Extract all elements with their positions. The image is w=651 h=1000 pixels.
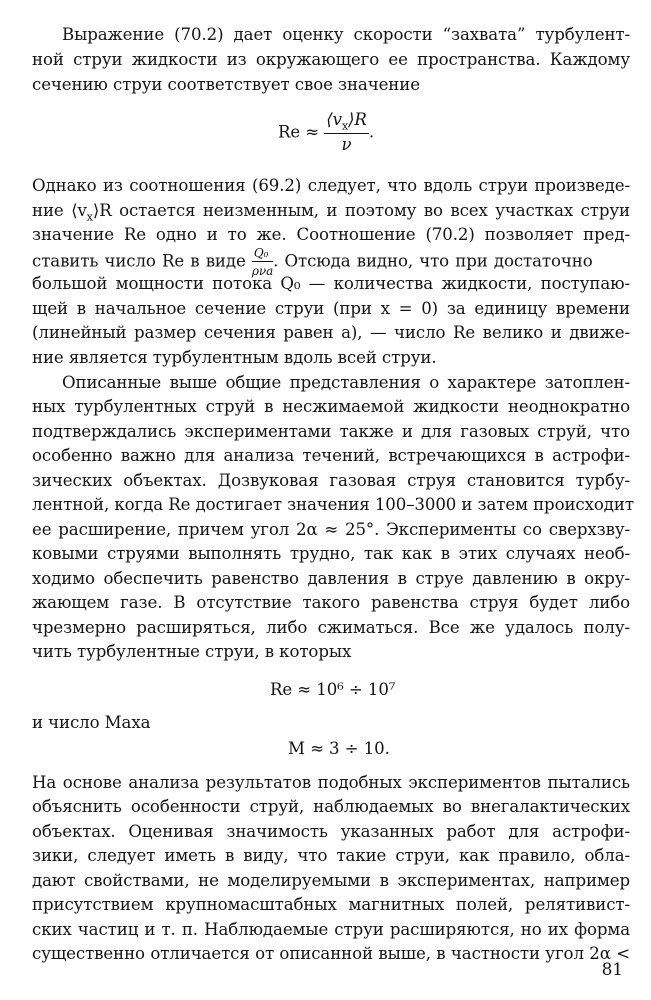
text-fragment: . Отсюда видно, что при достаточно [273,251,593,271]
formula-denominator: ν [341,135,352,155]
text-line: существенно отличается от описанной выше, в частности угол 2α < [32,944,630,963]
text-fragment: ние ⟨v [32,201,87,220]
text-line: ходимо обеспечить равенство давления в струе давлению в окру- [32,569,630,588]
text-line: особенно важно для анализа течений, встречающихся в астрофи- [32,446,630,465]
fraction-numerator: Q₀ [253,246,269,260]
text-line: ковыми струями выполнять трудно, так как в этих случаях необ- [32,544,630,563]
fraction-denominator: ρνa [251,264,274,278]
text-line: и число Маха [32,713,151,732]
text-line: чрезмерно расширяться, либо сжиматься. Все же удалось полу- [32,618,630,637]
text-line: На основе анализа результатов подобных экспериментов пытались [32,773,630,792]
text-subscript: x [86,210,93,224]
formula-fraction [324,112,369,154]
text-line: ной струи жидкости из окружающего ее пространства. Каждому [32,50,630,69]
formula-reynolds [278,112,374,154]
text-line [32,246,630,278]
formula-lhs: Re ≈ [278,122,320,142]
text-line: значение Re одно и то же. Соотношение (70.2) позволяет пред- [32,225,630,244]
formula-mach: M ≈ 3 ÷ 10. [288,739,390,758]
text-line: ских частиц и т. п. Наблюдаемые струи расширяются, но их форма [32,920,630,939]
text-fragment: ⟩R остается неизменным, и поэтому во всех участках струи [92,201,630,220]
text-line: Однако из соотношения (69.2) следует, что вдоль струи произведе- [32,176,630,195]
formula-numerator-tail: ⟩R [348,110,367,129]
formula-reynolds-range: Re ≈ 10⁶ ÷ 10⁷ [270,680,396,699]
text-line: щей в начальное сечение струи (при x = 0) за единицу времени [32,299,630,318]
text-line: зики, следует иметь в виду, что такие струи, как правило, обла- [32,846,630,865]
text-line: ее расширение, причем угол 2α ≈ 25°. Эксперименты со сверхзву- [32,520,630,539]
text-line: большой мощности потока Q₀ — количества жидкости, поступаю- [32,274,630,293]
formula-numerator-sub: x [341,119,349,133]
text-line: ние является турбулентным вдоль всей струи. [32,348,437,367]
text-line: дают свойствами, не моделируемыми в экспериментах, например [32,871,630,890]
text-line: объяснить особенности струй, наблюдаемых во внегалактических [32,797,630,816]
text-line: Описанные выше общие представления о характере затоплен- [62,373,630,392]
text-line: объектах. Оценивая значимость указанных работ для астрофи- [32,822,630,841]
text-line: зических объектах. Дозвуковая газовая струя становится турбу- [32,471,630,490]
formula-numerator: ⟨v [326,110,342,129]
text-line: (линейный размер сечения равен a), — число Re велико и движе- [32,323,630,342]
text-line: присутствием крупномасштабных магнитных полей, релятивист- [32,895,630,914]
text-line: подтверждались экспериментами также и для газовых струй, что [32,422,630,441]
text-line: чить турбулентные струи, в которых [32,642,352,661]
text-line: сечению струи соответствует свое значение [32,75,420,94]
text-line: Выражение (70.2) дает оценку скорости “захвата” турбулент- [62,25,630,44]
formula-period: . [368,122,375,142]
text-line: жающем газе. В отсутствие такого равенства струя будет либо [32,593,630,612]
text-line: лентной, когда Re достигает значения 100–3000 и затем происходит [32,495,634,514]
page-number: 81 [601,960,623,980]
text-line: ных турбулентных струй в несжимаемой жидкости неоднократно [32,397,630,416]
text-line [32,198,630,224]
text-fragment: ставить число Re в виде [32,251,246,271]
